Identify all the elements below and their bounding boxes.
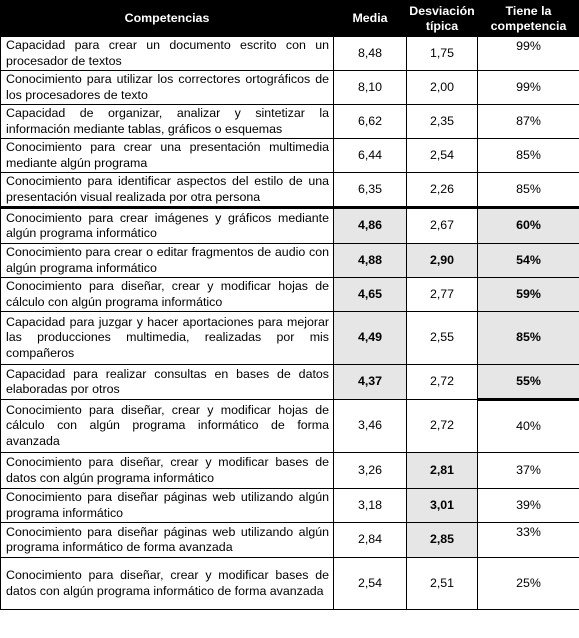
row-tiene: 33% [478, 523, 579, 558]
row-competencia: Conocimiento para diseñar, crear y modificar bases de datos con algún programa informático de forma avanzada [1, 558, 334, 610]
table-row [1, 37, 579, 71]
row-competencia: Conocimiento para identificar aspectos del estilo de una presentación visual realizada por otra persona [1, 173, 334, 208]
row-tiene: 85% [478, 312, 579, 365]
row-competencia: Conocimiento para crear imágenes y gráficos mediante algún programa informático [1, 208, 334, 244]
row-competencia: Conocimiento para utilizar los correctores ortográficos de los procesadores de texto [1, 71, 334, 105]
row-media: 4,88 [334, 244, 407, 278]
row-desviacion: 1,75 [407, 37, 478, 71]
row-desviacion: 2,67 [407, 208, 478, 244]
row-tiene: 37% [478, 453, 579, 489]
row-media: 2,54 [334, 558, 407, 610]
row-desviacion: 2,90 [407, 244, 478, 278]
row-media: 4,37 [334, 365, 407, 400]
row-competencia: Capacidad para realizar consultas en bases de datos elaboradas por otros [1, 365, 334, 400]
header-tiene-la-competencia: Tiene la competencia [478, 1, 579, 37]
row-desviacion: 2,55 [407, 312, 478, 365]
row-tiene: 99% [478, 71, 579, 105]
header-competencias: Competencias [1, 1, 334, 37]
row-media: 4,65 [334, 278, 407, 312]
row-desviacion: 2,35 [407, 105, 478, 139]
row-competencia: Conocimiento para crear una presentación multimedia mediante algún programa [1, 139, 334, 173]
row-media: 3,46 [334, 400, 407, 453]
row-media: 2,84 [334, 523, 407, 558]
table-row [1, 173, 579, 208]
row-media: 4,49 [334, 312, 407, 365]
header-desviacion-tipica: Desviación típica [407, 1, 478, 37]
row-tiene: 60% [478, 208, 579, 244]
row-media: 4,86 [334, 208, 407, 244]
row-tiene: 59% [478, 278, 579, 312]
row-desviacion: 2,77 [407, 278, 478, 312]
row-tiene: 85% [478, 139, 579, 173]
row-desviacion: 2,81 [407, 453, 478, 489]
table-row [1, 105, 579, 139]
row-competencia: Capacidad para crear un documento escrito con un procesador de textos [1, 37, 334, 71]
row-competencia: Conocimiento para crear o editar fragmentos de audio con algún programa informático [1, 244, 334, 278]
table-row [1, 278, 579, 312]
row-desviacion: 2,26 [407, 173, 478, 208]
row-tiene: 39% [478, 489, 579, 523]
row-tiene: 99% [478, 37, 579, 71]
table-row [1, 558, 579, 610]
table-row [1, 71, 579, 105]
row-desviacion: 3,01 [407, 489, 478, 523]
table-row [1, 453, 579, 489]
row-media: 6,44 [334, 139, 407, 173]
row-competencia: Capacidad para juzgar y hacer aportaciones para mejorar las producciones multimedia, realizadas por mis compañeros [1, 312, 334, 365]
row-desviacion: 2,72 [407, 400, 478, 453]
table-row [1, 244, 579, 278]
row-media: 6,35 [334, 173, 407, 208]
row-media: 3,26 [334, 453, 407, 489]
row-competencia: Capacidad de organizar, analizar y sintetizar la información mediante tablas, gráficos o esquemas [1, 105, 334, 139]
row-desviacion: 2,85 [407, 523, 478, 558]
row-desviacion: 2,54 [407, 139, 478, 173]
row-media: 8,10 [334, 71, 407, 105]
row-desviacion: 2,72 [407, 365, 478, 400]
header-media: Media [334, 1, 407, 37]
row-tiene: 54% [478, 244, 579, 278]
row-desviacion: 2,51 [407, 558, 478, 610]
row-competencia: Conocimiento para diseñar, crear y modificar bases de datos con algún programa informático [1, 453, 334, 489]
table-row [1, 489, 579, 523]
table-row [1, 208, 579, 244]
table-row [1, 312, 579, 365]
row-media: 3,18 [334, 489, 407, 523]
row-tiene: 87% [478, 105, 579, 139]
row-desviacion: 2,00 [407, 71, 478, 105]
row-tiene: 85% [478, 173, 579, 208]
table-row [1, 400, 579, 453]
table-row [1, 365, 579, 400]
table-row [1, 139, 579, 173]
row-tiene: 55% [478, 365, 579, 400]
row-competencia: Conocimiento para diseñar páginas web utilizando algún programa informático de forma avanzada [1, 523, 334, 558]
table-row [1, 523, 579, 558]
header-row [1, 1, 579, 37]
row-competencia: Conocimiento para diseñar páginas web utilizando algún programa informático [1, 489, 334, 523]
row-competencia: Conocimiento para diseñar, crear y modificar hojas de cálculo con algún programa informático [1, 278, 334, 312]
row-media: 6,62 [334, 105, 407, 139]
row-competencia: Conocimiento para diseñar, crear y modificar hojas de cálculo con algún programa informático de forma avanzada [1, 400, 334, 453]
row-tiene: 25% [478, 558, 579, 610]
row-media: 8,48 [334, 37, 407, 71]
row-tiene: 40% [478, 400, 579, 453]
